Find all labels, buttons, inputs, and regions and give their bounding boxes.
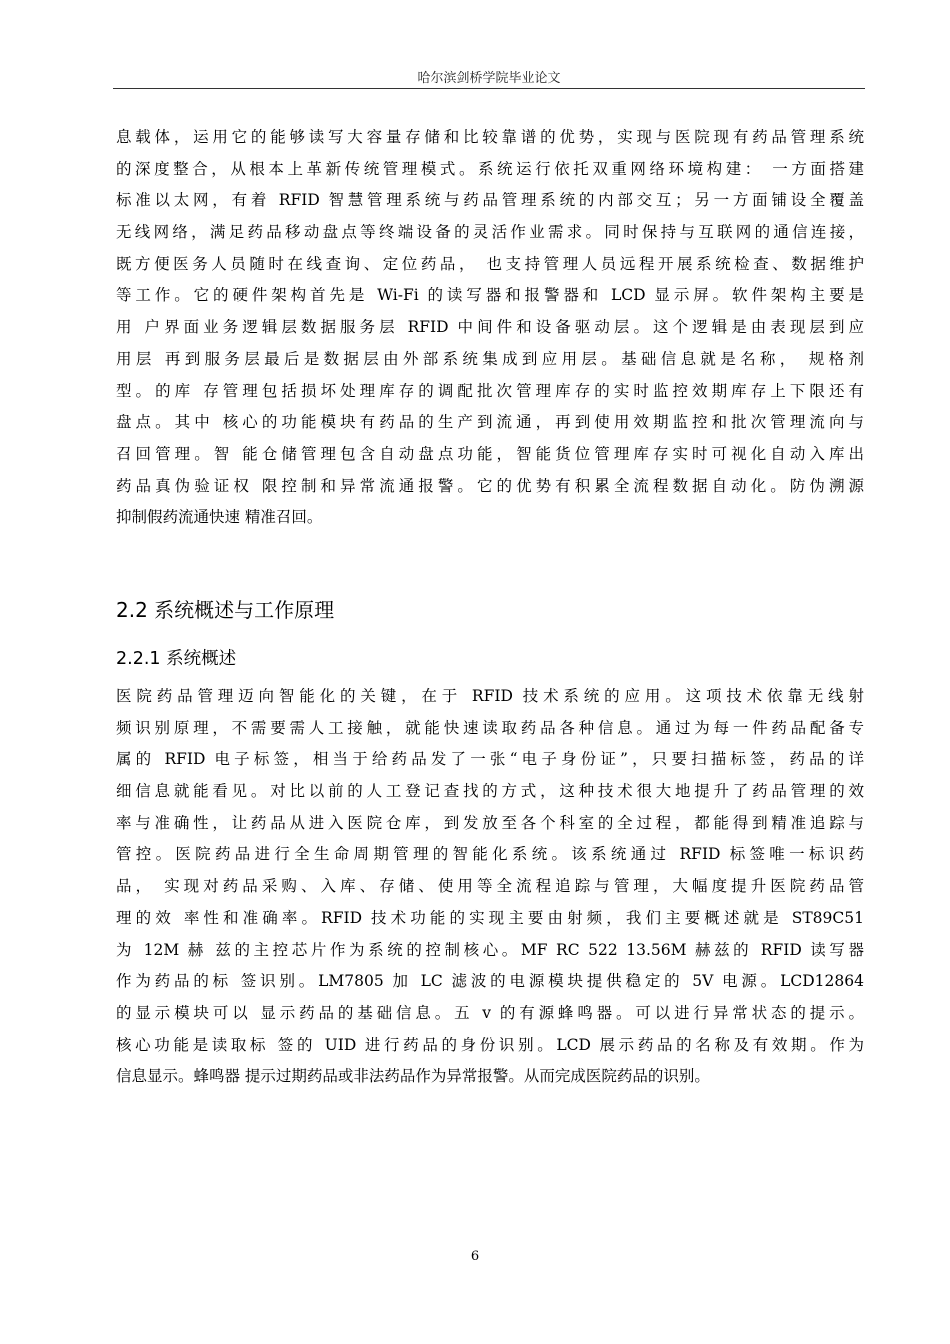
text-line: 等工作。它的硬件架构首先是 Wi-Fi 的读写器和报警器和 LCD 显示屏。软件架构主要是	[116, 286, 864, 305]
page-number: 6	[470, 1249, 480, 1264]
text-line: 为 12M 赫 兹的主控芯片作为系统的控制核心。MF RC 522 13.56M 赫兹的 RFID 读写器	[116, 940, 864, 959]
text-line: 的显示模块可以 显示药品的基础信息。五 v 的有源蜂鸣器。可以进行异常状态的提示。	[116, 1003, 864, 1022]
body-paragraph-2	[116, 681, 864, 1093]
text-line: 无线网络，满足药品移动盘点等终端设备的灵活作业需求。同时保持与互联网的通信连接，	[116, 223, 864, 242]
text-line: 的深度整合，从根本上革新传统管理模式。系统运行依托双重网络环境构建： 一方面搭建	[116, 159, 864, 178]
text-line: 药品真伪验证权 限控制和异常流通报警。它的优势有积累全流程数据自动化。防伪溯源	[116, 476, 864, 495]
section-heading: 2.2 系统概述与工作原理	[116, 598, 335, 622]
text-line: 抑制假药流通快速 精准召回。	[116, 508, 323, 527]
text-line: 品， 实现对药品采购、入库、存储、使用等全流程追踪与管理，大幅度提升医院药品管	[116, 877, 864, 896]
text-line: 既方便医务人员随时在线查询、定位药品， 也支持管理人员远程开展系统检查、数据维护	[116, 254, 864, 273]
text-line: 核心功能是读取标 签的 UID 进行药品的身份识别。LCD 展示药品的名称及有效期。作为	[116, 1035, 864, 1054]
text-line: 用 户界面业务逻辑层数据服务层 RFID 中间件和设备驱动层。这个逻辑是由表现层到应	[116, 318, 864, 337]
text-line: 盘点。其中 核心的功能模块有药品的生产到流通，再到使用效期监控和批次管理流向与	[116, 413, 864, 432]
text-line: 细信息就能看见。对比以前的人工登记查找的方式，这种技术很大地提升了药品管理的效	[116, 782, 864, 801]
text-line: 频识别原理，不需要需人工接触，就能快速读取药品各种信息。通过为每一件药品配备专	[116, 718, 864, 737]
text-line: 召回管理。智 能仓储管理包含自动盘点功能，智能货位管理库存实时可视化自动入库出	[116, 444, 864, 463]
text-line: 作为药品的标 签识别。LM7805 加 LC 滤波的电源模块提供稳定的 5V 电源。LCD12864	[116, 972, 864, 991]
running-header: 哈尔滨剑桥学院毕业论文	[417, 71, 561, 86]
subsection-heading: 2.2.1 系统概述	[116, 649, 237, 669]
text-line: 标准以太网，有着 RFID 智慧管理系统与药品管理系统的内部交互；另一方面铺设全覆盖	[116, 191, 864, 210]
text-line: 用层 再到服务层最后是数据层由外部系统集成到应用层。基础信息就是名称， 规格剂	[116, 349, 864, 368]
text-line: 管控。医院药品进行全生命周期管理的智能化系统。该系统通过 RFID 标签唯一标识药	[116, 845, 864, 864]
text-line: 理的效 率性和准确率。RFID 技术功能的实现主要由射频，我们主要概述就是 ST89C51	[116, 908, 864, 927]
text-line: 属的 RFID 电子标签，相当于给药品发了一张“电子身份证”，只要扫描标签，药品的详	[116, 750, 864, 769]
text-line: 信息显示。蜂鸣器 提示过期药品或非法药品作为异常报警。从而完成医院药品的识别。	[116, 1067, 710, 1086]
text-line: 息载体，运用它的能够读写大容量存储和比较靠谱的优势，实现与医院现有药品管理系统	[116, 128, 864, 146]
body-paragraph-1	[116, 122, 864, 534]
header-divider	[113, 88, 865, 89]
text-line: 型。的库 存管理包括损坏处理库存的调配批次管理库存的实时监控效期库存上下限还有	[116, 381, 864, 400]
text-line: 医院药品管理迈向智能化的关键，在于 RFID 技术系统的应用。这项技术依靠无线射	[116, 687, 864, 705]
text-line: 率与准确性，让药品从进入医院仓库，到发放至各个科室的全过程，都能得到精准追踪与	[116, 813, 864, 832]
